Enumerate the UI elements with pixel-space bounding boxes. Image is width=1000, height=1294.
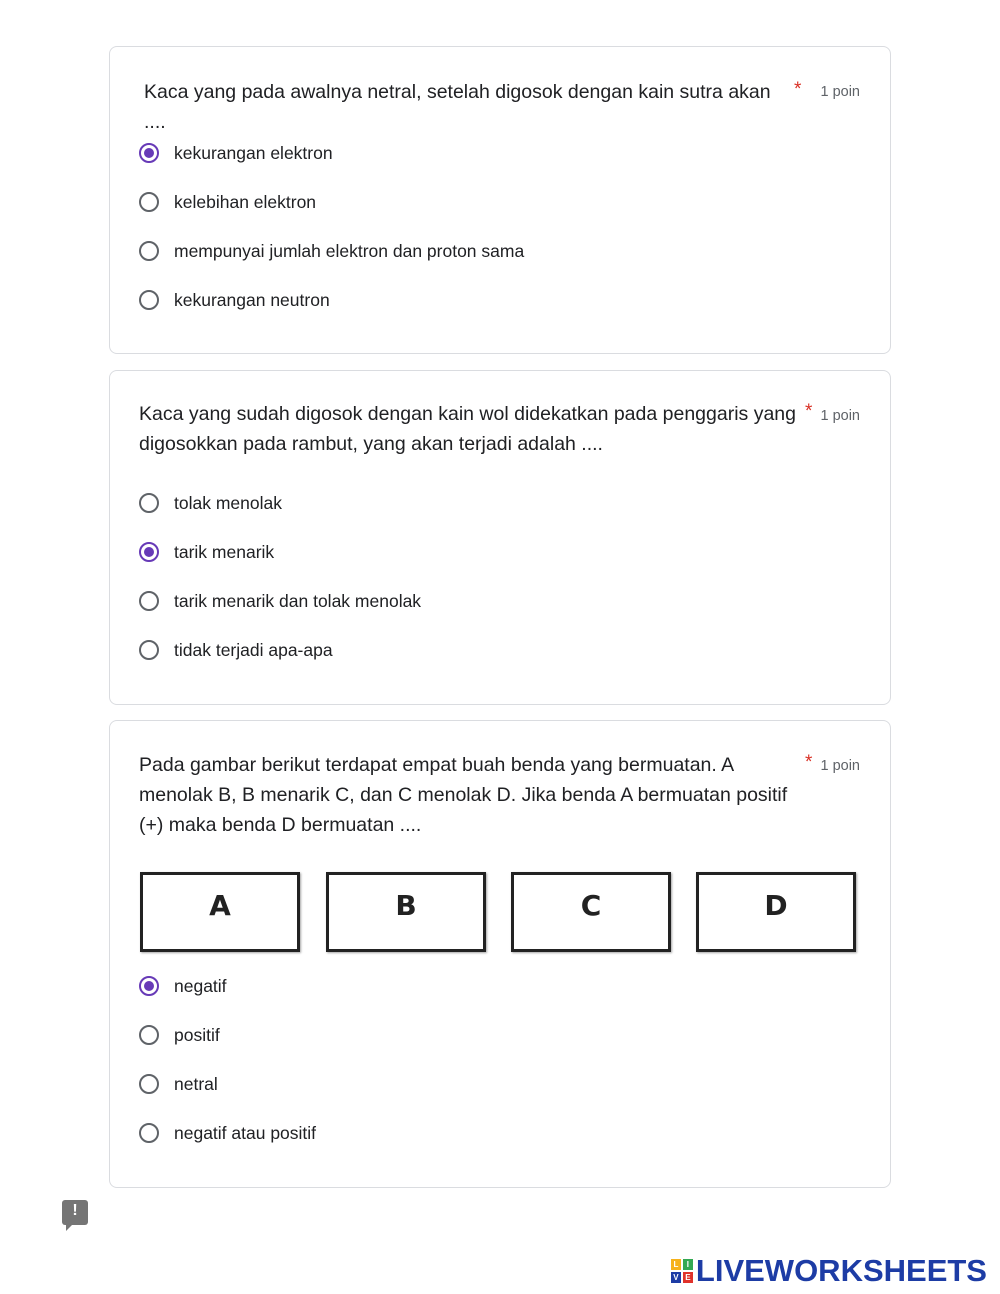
radio-button[interactable]: [139, 1123, 159, 1143]
radio-button[interactable]: [139, 640, 159, 660]
question-image: [139, 870, 859, 956]
object-box-a: [140, 872, 300, 952]
question-card-2: [109, 370, 891, 705]
feedback-icon[interactable]: !: [62, 1200, 88, 1225]
radio-button[interactable]: [139, 241, 159, 261]
radio-button[interactable]: [139, 1074, 159, 1094]
brand-name: LIVEWORKSHEETS: [695, 1253, 987, 1288]
option-label: mempunyai jumlah elektron dan proton sama: [174, 240, 525, 261]
radio-button[interactable]: [139, 192, 159, 212]
option-label: negatif atau positif: [174, 1122, 317, 1143]
question-card-1: [109, 46, 891, 354]
option-radio[interactable]: [139, 1070, 218, 1098]
question-text: Pada gambar berikut terdapat empat buah benda yang bermuatan. A menolak B, B menarik C, dan C menolak D. Jika benda A bermuatan positif (+) maka benda D bermuatan ....: [139, 754, 788, 836]
radio-button[interactable]: [139, 1025, 159, 1045]
radio-button-selected[interactable]: [139, 976, 159, 996]
logo-cell: I: [683, 1259, 693, 1270]
option-label: tidak terjadi apa-apa: [174, 639, 333, 660]
logo-cell: E: [683, 1272, 693, 1283]
option-radio[interactable]: [139, 636, 333, 664]
question-card-3: [109, 720, 891, 1188]
radio-button[interactable]: [139, 290, 159, 310]
logo-mark-icon: [671, 1259, 693, 1283]
object-label: B: [395, 889, 417, 922]
logo-cell: L: [671, 1259, 681, 1270]
question-text: Kaca yang pada awalnya netral, setelah digosok dengan kain sutra akan ....: [144, 81, 771, 133]
option-label: tolak menolak: [174, 492, 282, 513]
option-label: netral: [174, 1073, 218, 1094]
option-radio[interactable]: [139, 286, 330, 314]
option-radio[interactable]: [139, 188, 316, 216]
option-label: kekurangan elektron: [174, 142, 333, 163]
points-label: 1 poin: [820, 84, 860, 100]
required-asterisk: *: [794, 79, 802, 100]
option-label: positif: [174, 1024, 220, 1045]
option-label: tarik menarik: [174, 541, 275, 562]
option-radio[interactable]: [139, 587, 421, 615]
option-radio[interactable]: [139, 489, 282, 517]
required-asterisk: *: [805, 401, 813, 422]
object-label: C: [580, 889, 602, 922]
radio-button-selected[interactable]: [139, 542, 159, 562]
object-box-c: [511, 872, 671, 952]
option-label: negatif: [174, 975, 227, 996]
option-radio[interactable]: [139, 972, 227, 1000]
object-label: D: [764, 889, 788, 922]
option-label: kekurangan neutron: [174, 289, 330, 310]
option-label: tarik menarik dan tolak menolak: [174, 590, 422, 611]
points-label: 1 poin: [820, 408, 860, 424]
option-label: kelebihan elektron: [174, 191, 317, 212]
option-radio[interactable]: [139, 1119, 316, 1147]
brand-logo: [671, 1253, 987, 1289]
object-box-d: [696, 872, 856, 952]
logo-cell: V: [671, 1272, 681, 1283]
object-box-b: [326, 872, 486, 952]
option-radio[interactable]: [139, 237, 524, 265]
radio-button-selected[interactable]: [139, 143, 159, 163]
radio-button[interactable]: [139, 493, 159, 513]
radio-button[interactable]: [139, 591, 159, 611]
required-asterisk: *: [805, 752, 813, 773]
option-radio[interactable]: [139, 139, 333, 167]
object-label: A: [209, 889, 231, 922]
option-radio[interactable]: [139, 1021, 220, 1049]
option-radio[interactable]: [139, 538, 274, 566]
points-label: 1 poin: [820, 758, 860, 774]
question-text: Kaca yang sudah digosok dengan kain wol didekatkan pada penggaris yang digosokkan pada rambut, yang akan terjadi adalah ....: [139, 403, 796, 455]
